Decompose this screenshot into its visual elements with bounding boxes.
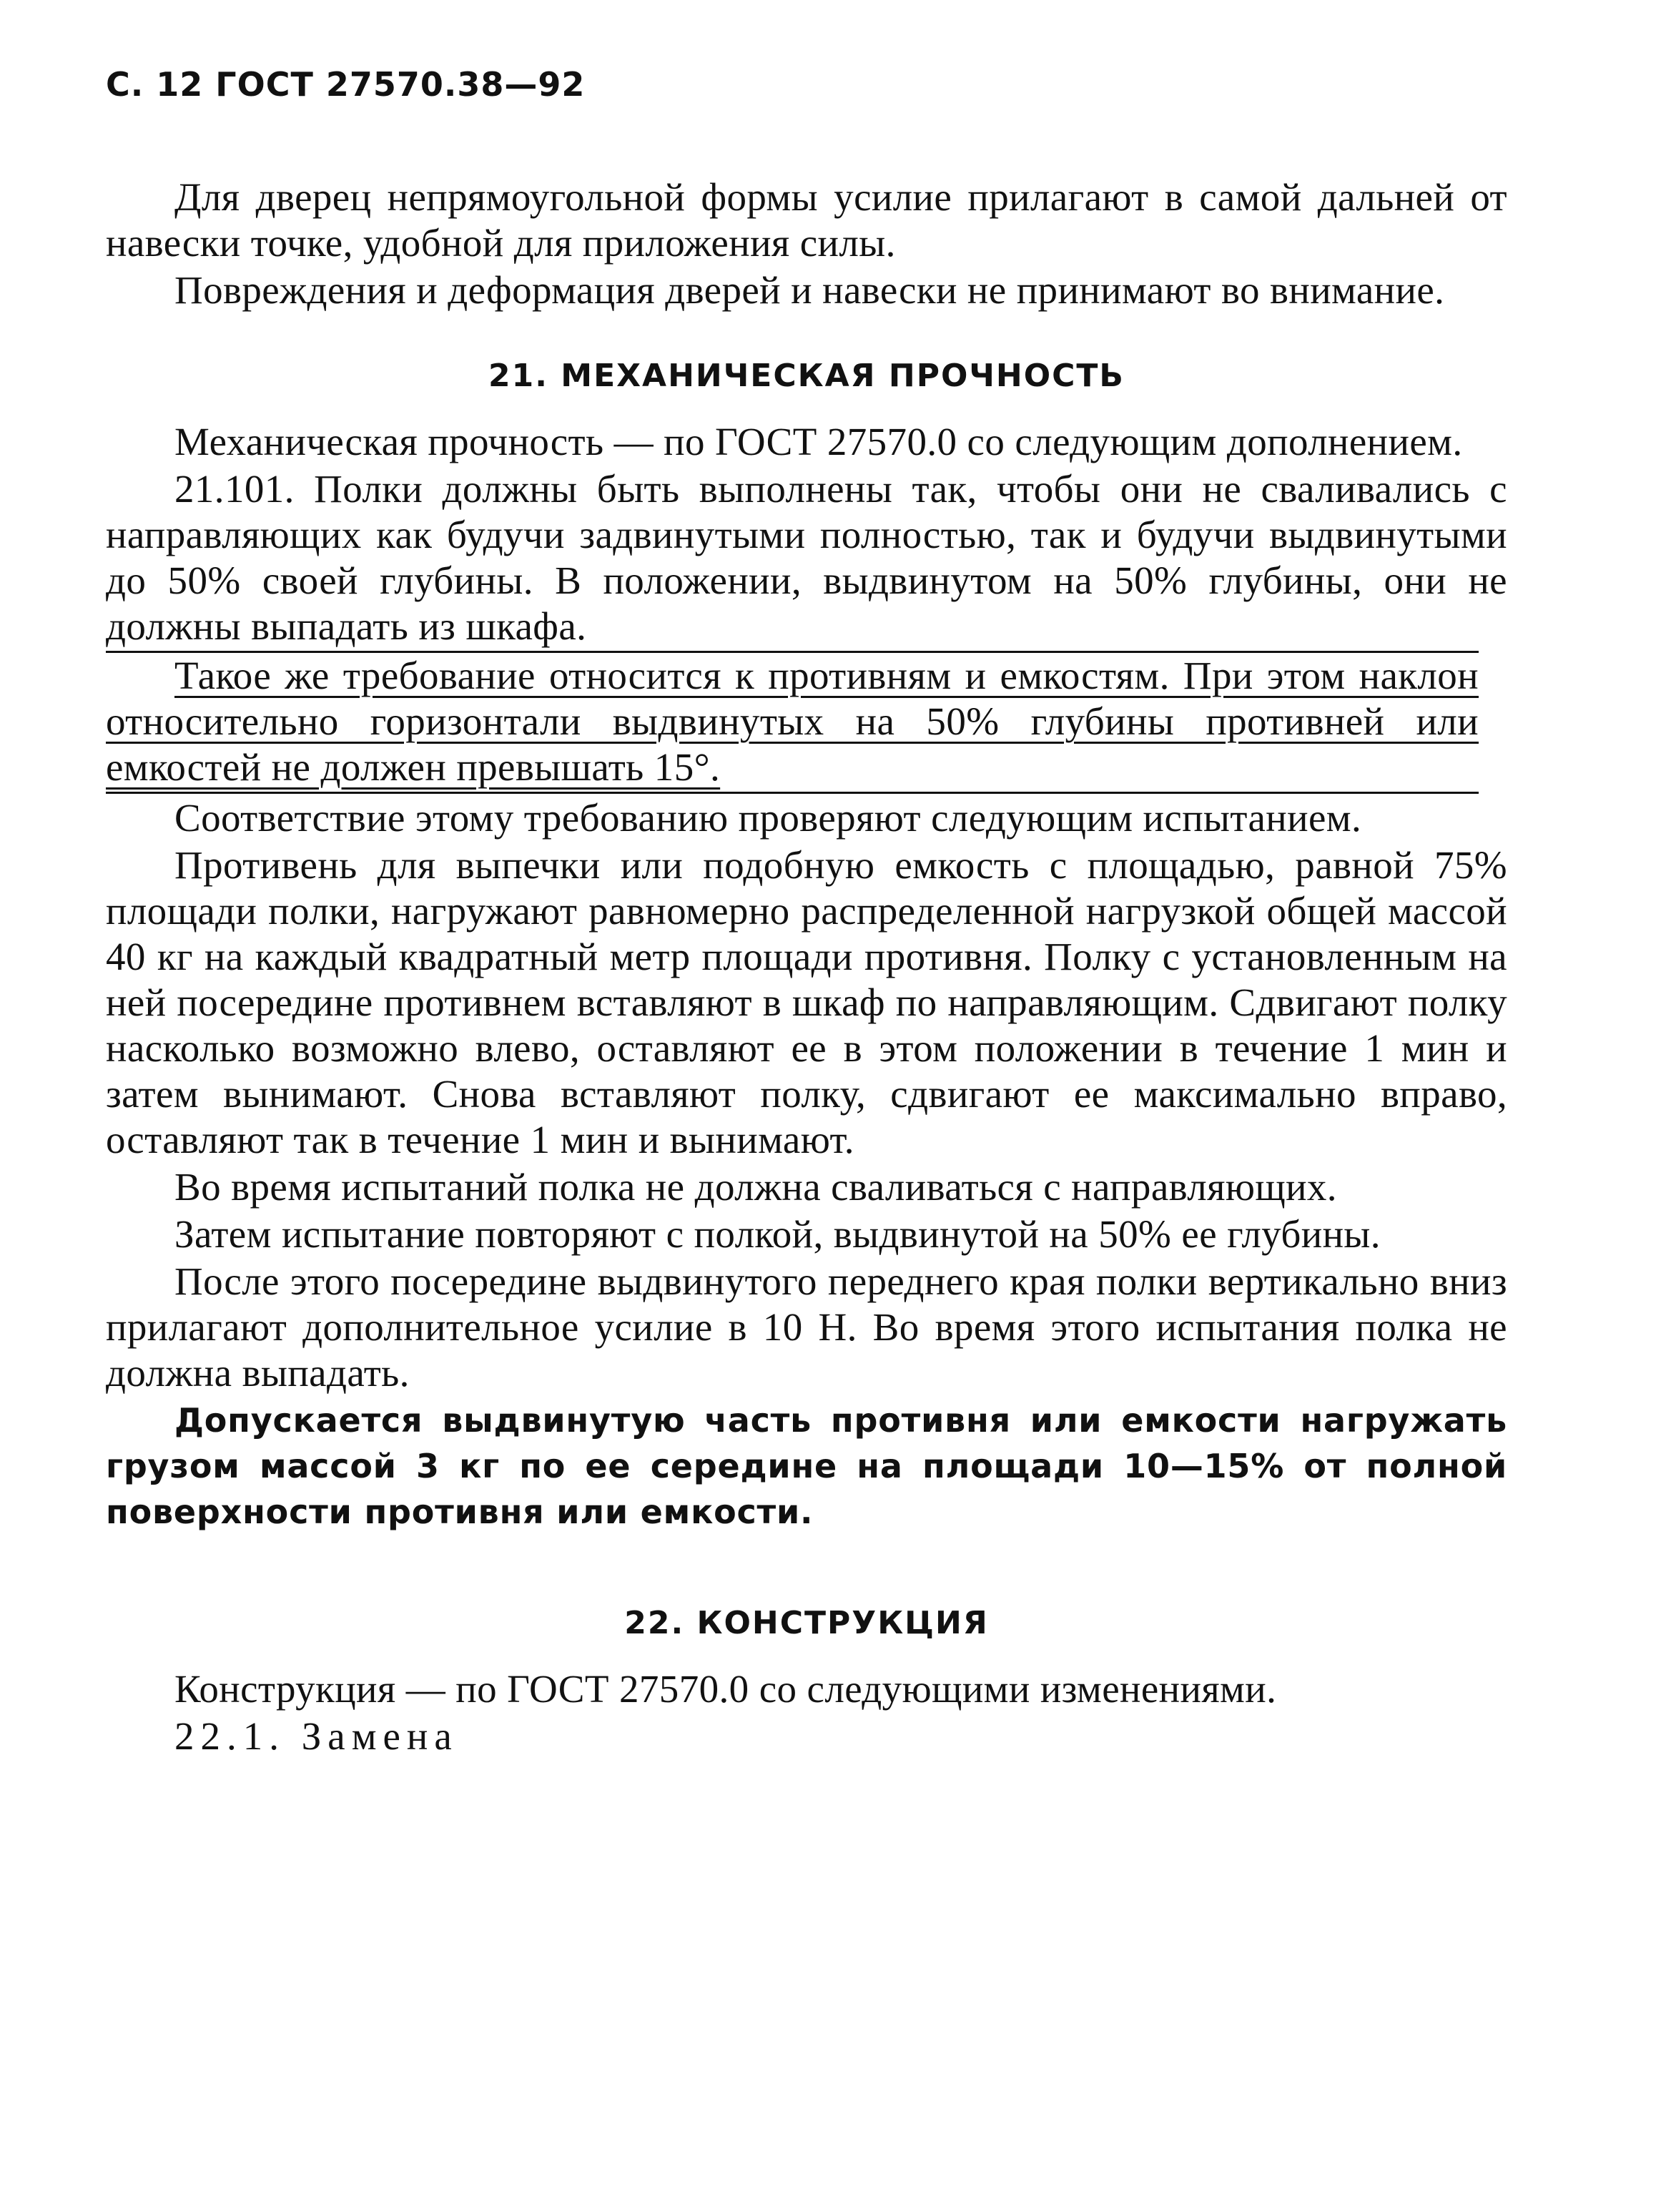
section-22-title: 22. КОНСТРУКЦИЯ — [624, 1605, 989, 1641]
section-21-underlined-amendment: Такое же требование относится к противням и емкостям. При этом наклон относительно горизонтали выдвинутых на 50% глубины противней или емкостей не должен превышать 15°. — [106, 651, 1479, 794]
document-page — [106, 63, 1507, 1761]
section-21-paragraph-1: Механическая прочность — по ГОСТ 27570.0 со следующим дополнением. — [174, 420, 1463, 463]
section-21-paragraph-8: После этого посередине выдвинутого переднего края полки вертикально вниз прилагают дополнительное усилие в 10 Н. Во время этого испытания полка не должна выпадать. — [106, 1259, 1507, 1395]
section-21-paragraph-5: Противень для выпечки или подобную емкость с площадью, равной 75% площади полки, нагружают равномерно распределенной нагрузкой общей массой 40 кг на каждый квадратный метр площади противня. Полку с установленным на ней посередине противнем вставляют в шкаф по направляющим. Сдвигают полку насколько возможно влево, оставляют ее в этом положении в течение 1 мин и затем вынимают. Снова вставляют полку, сдвигают ее максимально вправо, оставляют так в течение 1 мин и вынимают. — [106, 843, 1507, 1161]
section-21-paragraph-4: Соответствие этому требованию проверяют следующим испытанием. — [174, 796, 1362, 840]
section-spacer — [106, 1536, 1507, 1560]
section-22-paragraph-1: Конструкция — по ГОСТ 27570.0 со следующими изменениями. — [174, 1667, 1277, 1711]
section-21-paragraph-7: Затем испытание повторяют с полкой, выдвинутой на 50% ее глубины. — [174, 1212, 1381, 1256]
intro-paragraph-2: Повреждения и деформация дверей и навески не принимают во внимание. — [174, 268, 1445, 312]
page-header: С. 12 ГОСТ 27570.38—92 — [106, 65, 586, 104]
intro-paragraph-1: Для дверец непрямоугольной формы усилие прилагают в самой дальней от навески точке, удобной для приложения силы. — [106, 175, 1507, 265]
section-21-bold-amendment: Допускается выдвинутую часть противня или емкости нагружать грузом массой 3 кг по ее середине на площади 10—15% от полной поверхности противня или емкости. — [106, 1401, 1507, 1531]
section-21-paragraph-2: 21.101. Полки должны быть выполнены так, чтобы они не сваливались с направляющих как будучи задвинутыми полностью, так и будучи выдвинутыми до 50% своей глубины. В положении, выдвинутом на 50% глубины, они не должны выпадать из шкафа. — [106, 467, 1507, 648]
section-21-paragraph-6: Во время испытаний полка не должна сваливаться с направляющих. — [174, 1165, 1337, 1209]
section-21-title: 21. МЕХАНИЧЕСКАЯ ПРОЧНОСТЬ — [488, 358, 1125, 394]
section-22-paragraph-2: 22.1. Замена — [174, 1714, 458, 1758]
